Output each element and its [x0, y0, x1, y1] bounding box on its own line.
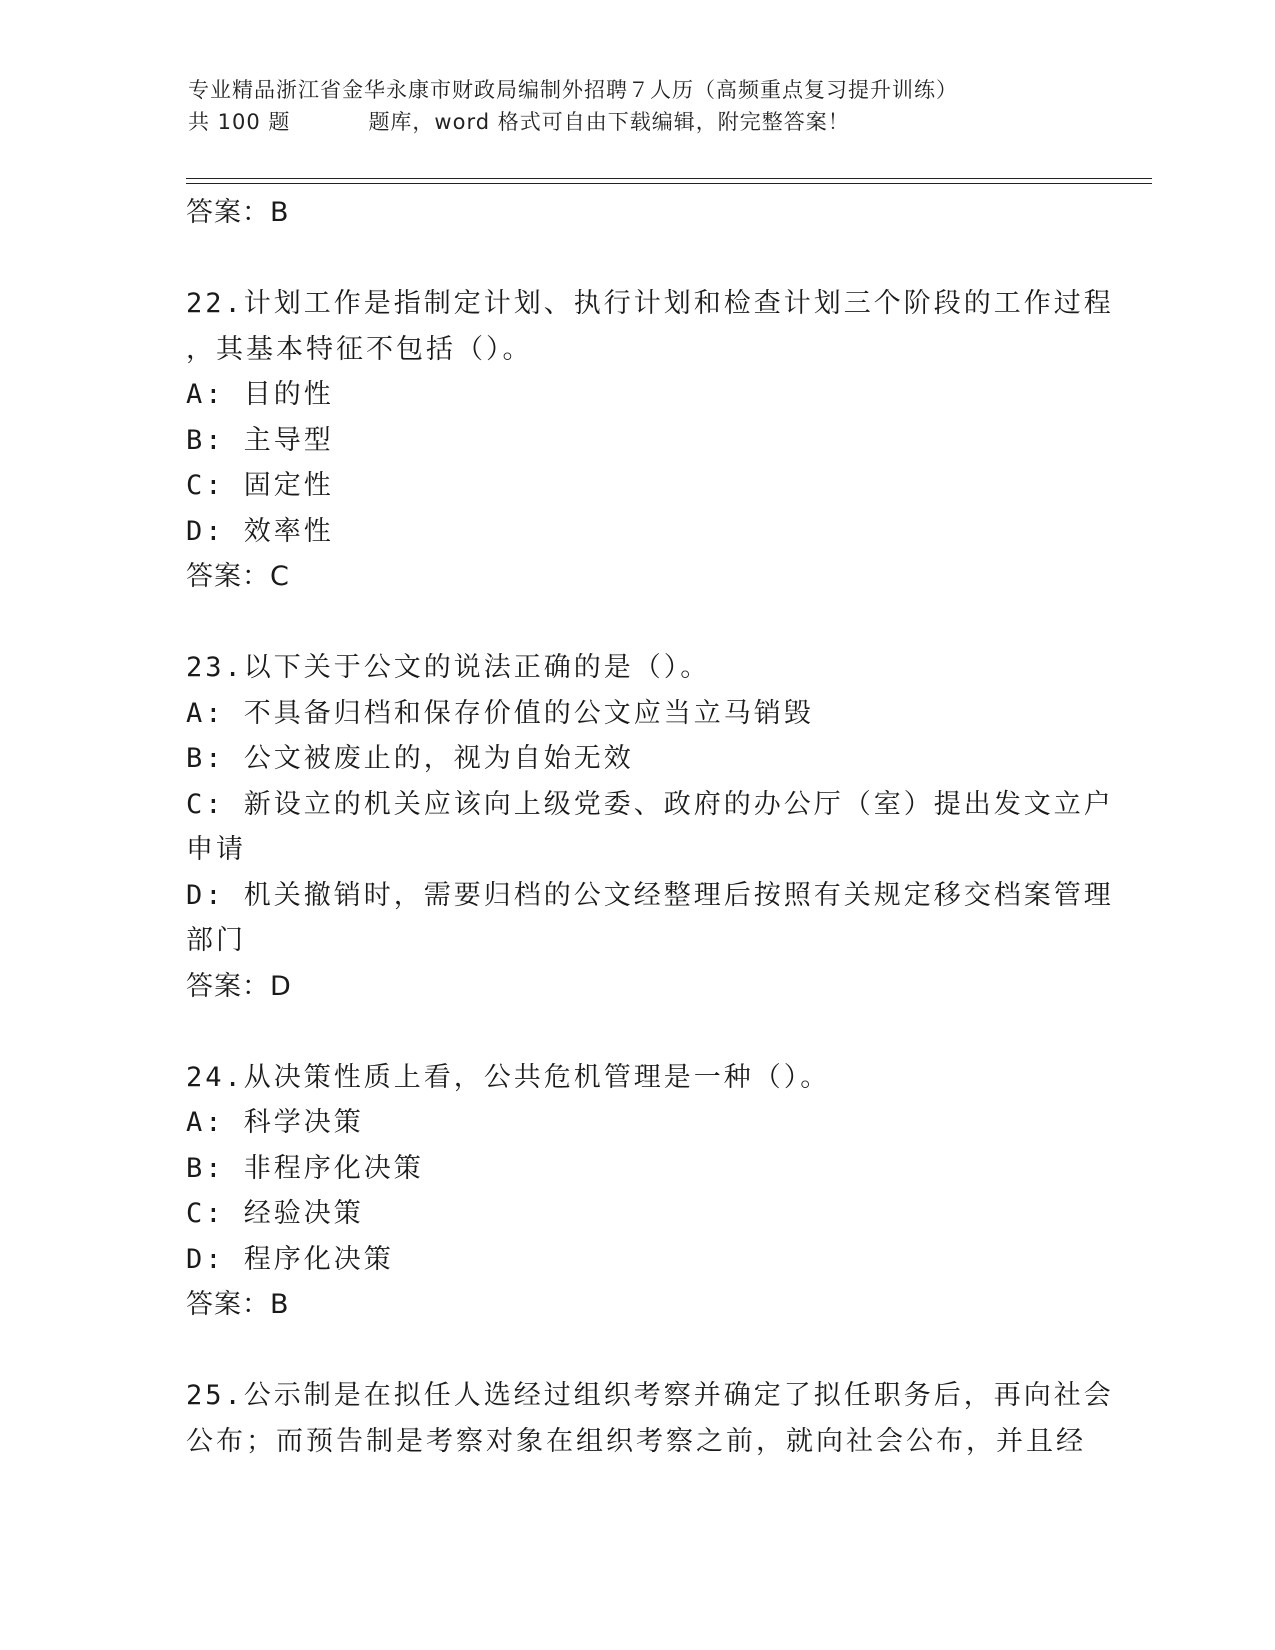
question-22	[186, 281, 1114, 600]
header-description: 题库，word 格式可自由下载编辑，附完整答案！	[368, 110, 850, 134]
option-c: C: 新设立的机关应该向上级党委、政府的办公厅（室）提出发文立户	[186, 788, 1114, 820]
question-stem: 25.公示制是在拟任人选经过组织考察并确定了拟任职务后，再向社会	[186, 1380, 1114, 1411]
question-stem: ，其基本特征不包括（）。	[186, 333, 533, 365]
answer: 答案：B	[186, 1289, 290, 1320]
question-stem: 24.从决策性质上看，公共危机管理是一种（）。	[186, 1061, 831, 1093]
option-d: D: 程序化决策	[186, 1243, 394, 1275]
question-24	[186, 1055, 1086, 1328]
header-subtitle-line	[188, 106, 1088, 138]
question-25	[186, 1373, 1114, 1464]
question-23	[186, 645, 1114, 1009]
answer: 答案：C	[186, 561, 290, 592]
header-divider-bottom	[186, 183, 1152, 184]
question-list	[186, 190, 1114, 1464]
option-c-continued: 申请	[186, 834, 246, 865]
question-stem: 22.计划工作是指制定计划、执行计划和检查计划三个阶段的工作过程	[186, 288, 1114, 319]
header-divider-top	[186, 178, 1152, 179]
option-a: A: 科学决策	[186, 1107, 364, 1138]
document-header	[188, 74, 1088, 138]
option-a: A: 不具备归档和保存价值的公文应当立马销毁	[186, 697, 814, 729]
option-d: D: 机关撤销时，需要归档的公文经整理后按照有关规定移交档案管理	[186, 879, 1114, 911]
option-a: A: 目的性	[186, 379, 334, 410]
option-b: B: 非程序化决策	[186, 1152, 424, 1184]
answer: 答案：D	[186, 970, 292, 1002]
question-stem: 公布；而预告制是考察对象在组织考察之前，就向社会公布，并且经	[186, 1425, 1086, 1457]
question-stem: 23.以下关于公文的说法正确的是（）。	[186, 652, 711, 683]
option-d: D: 效率性	[186, 515, 334, 547]
option-c: C: 固定性	[186, 470, 334, 501]
option-d-continued: 部门	[186, 925, 246, 956]
option-b: B: 公文被废止的，视为自始无效	[186, 743, 634, 774]
previous-answer: 答案：B	[186, 197, 290, 228]
option-b: B: 主导型	[186, 424, 334, 456]
header-title-line: 专业精品浙江省金华永康市财政局编制外招聘７人历（高频重点复习提升训练）	[188, 78, 958, 102]
option-c: C: 经验决策	[186, 1198, 364, 1229]
question-count: 共 100 题	[188, 110, 291, 134]
